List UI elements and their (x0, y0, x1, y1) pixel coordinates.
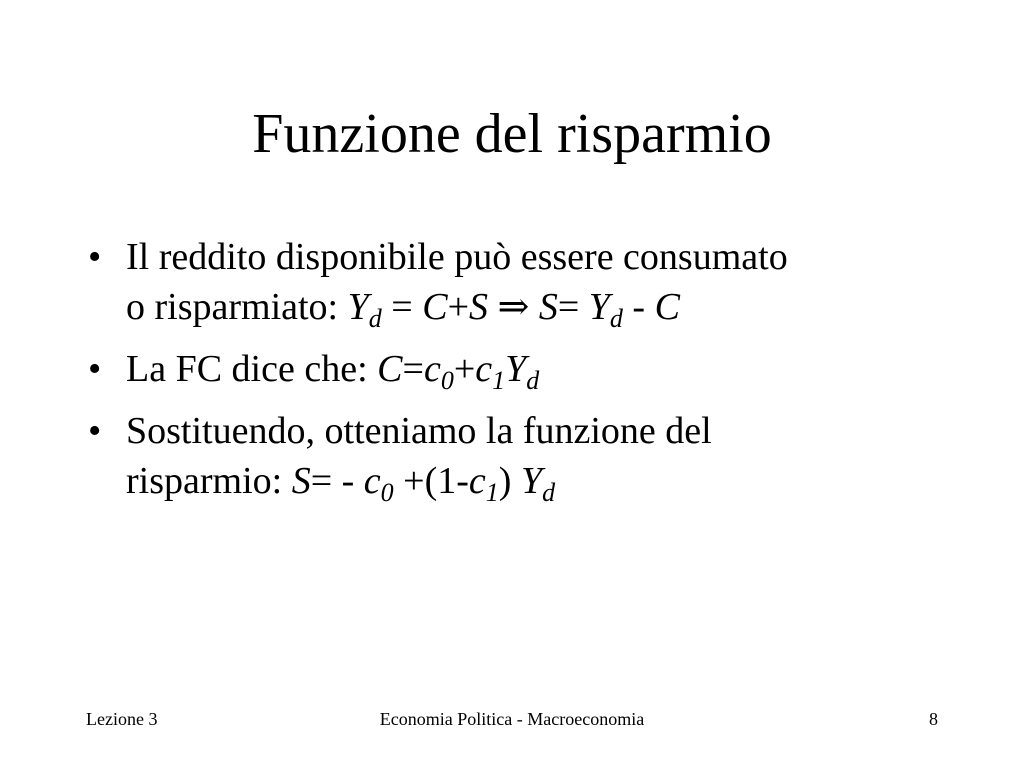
math-symbol: Y (505, 348, 527, 390)
math-subscript: 0 (380, 478, 394, 507)
math-symbol: S (469, 286, 488, 328)
math-operator: - (622, 286, 655, 328)
footer-course: Economia Politica - Macroeconomia (379, 709, 645, 729)
math-operator: +(1- (393, 460, 469, 502)
math-subscript: d (368, 304, 382, 333)
math-subscript: 1 (492, 366, 506, 395)
math-operator: = - (310, 460, 364, 502)
bullet-line: La FC dice che: (126, 348, 378, 390)
bullet-item-1 (88, 232, 948, 332)
math-operator: + (453, 348, 476, 390)
math-symbol: c (363, 460, 381, 502)
formula-consumption-function (377, 348, 540, 395)
bullet-text (126, 232, 948, 332)
math-operator: + (447, 286, 469, 328)
bullet-text (126, 406, 948, 506)
math-operator: = (402, 348, 424, 390)
bullet-line: Il reddito disponibile può essere consumato (126, 236, 788, 278)
bullet-line: o risparmiato: (126, 286, 348, 328)
bullet-line: risparmio: (126, 460, 292, 502)
math-subscript: d (542, 478, 556, 507)
math-symbol: C (377, 348, 403, 390)
math-subscript: 0 (440, 366, 454, 395)
math-operator: = (381, 286, 423, 328)
bullet-dot: • (88, 348, 102, 390)
math-subscript: 1 (485, 478, 499, 507)
footer-page-number: 8 (929, 709, 938, 729)
footer-lecture: Lezione 3 (86, 709, 158, 729)
math-operator: = (557, 286, 589, 328)
math-subscript: d (526, 366, 540, 395)
bullet-line: Sostituendo, otteniamo la funzione del (126, 410, 712, 452)
bullet-dot: • (88, 236, 102, 278)
math-symbol: c (475, 348, 493, 390)
bullet-text (126, 344, 948, 394)
math-symbol: S (538, 286, 558, 328)
math-symbol: Y (520, 460, 543, 502)
bullet-item-3 (88, 406, 948, 506)
implies-icon: ⇒ (488, 286, 539, 328)
math-symbol: c (423, 348, 441, 390)
formula-savings-identity (347, 286, 680, 333)
slide-title: Funzione del risparmio (252, 103, 772, 165)
math-symbol: S (291, 460, 311, 502)
math-symbol: c (468, 460, 486, 502)
math-operator: ) (498, 460, 521, 502)
bullet-list (88, 232, 948, 518)
formula-savings-function (291, 460, 556, 507)
bullet-item-2 (88, 344, 948, 394)
math-symbol: Y (588, 286, 610, 328)
math-symbol: C (654, 286, 680, 328)
math-symbol: Y (347, 286, 369, 328)
math-subscript: d (609, 304, 623, 333)
math-symbol: C (422, 286, 448, 328)
bullet-dot: • (88, 410, 102, 452)
